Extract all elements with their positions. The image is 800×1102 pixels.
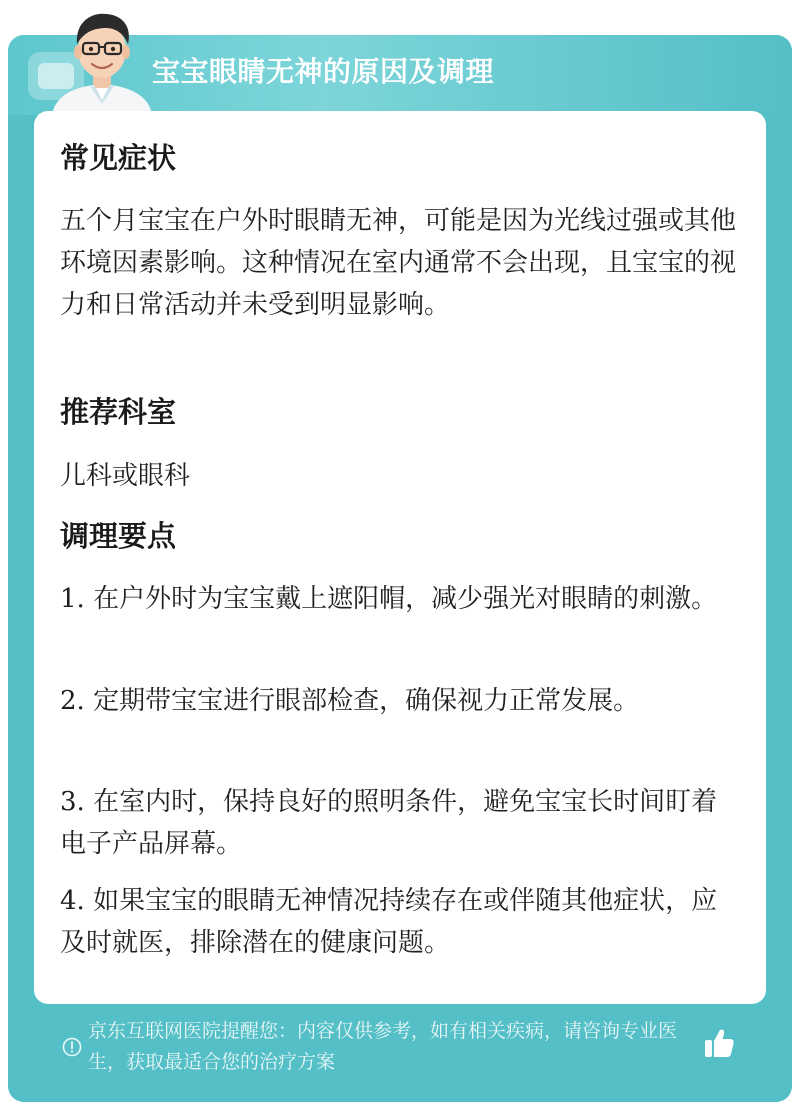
doctor-avatar-icon bbox=[44, 4, 160, 116]
section-title-care: 调理要点 bbox=[60, 519, 177, 553]
care-item-text: 定期带宝宝进行眼部检查，确保视力正常发展。 bbox=[93, 686, 640, 716]
page-title: 宝宝眼睛无神的原因及调理 bbox=[152, 55, 495, 88]
disclaimer-notice: 京东互联网医院提醒您：内容仅供参考，如有相关疾病，请咨询专业医生，获取最适合您的治疗方案 bbox=[88, 1020, 678, 1073]
care-item-number: 1. bbox=[60, 584, 85, 614]
care-list-item bbox=[60, 578, 740, 620]
care-item-text: 在室内时，保持良好的照明条件，避免宝宝长时间盯着电子产品屏幕。 bbox=[60, 787, 718, 859]
care-list-item bbox=[60, 880, 740, 964]
care-item-number: 2. bbox=[60, 686, 85, 716]
section-title-department: 推荐科室 bbox=[60, 395, 177, 429]
care-list-item bbox=[60, 781, 740, 865]
care-list-item bbox=[60, 680, 740, 722]
section-title-symptoms: 常见症状 bbox=[60, 141, 177, 175]
section-body-symptoms: 五个月宝宝在户外时眼睛无神，可能是因为光线过强或其他环境因素影响。这种情况在室内通常不会出现，且宝宝的视力和日常活动并未受到明显影响。 bbox=[60, 206, 737, 320]
info-icon bbox=[62, 1037, 82, 1057]
care-item-number: 3. bbox=[60, 787, 85, 817]
care-item-number: 4. bbox=[60, 886, 85, 916]
care-item-text: 如果宝宝的眼睛无神情况持续存在或伴随其他症状，应及时就医，排除潜在的健康问题。 bbox=[60, 886, 718, 958]
section-body-department: 儿科或眼科 bbox=[60, 461, 191, 491]
thumbs-up-icon[interactable] bbox=[702, 1026, 736, 1060]
care-item-text: 在户外时为宝宝戴上遮阳帽，减少强光对眼睛的刺激。 bbox=[93, 584, 718, 614]
